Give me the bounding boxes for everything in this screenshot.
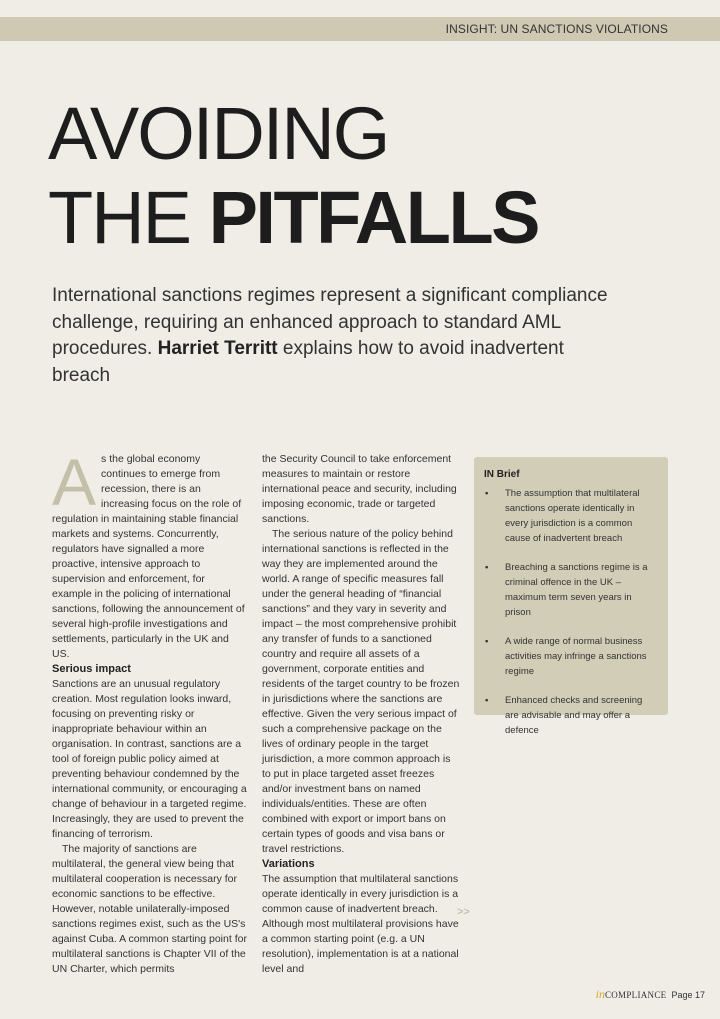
paragraph: the Security Council to take enforcement measures to maintain or restore international peace and security, including imposing economic, trade or targeted sanctions. — [262, 453, 457, 525]
headline-line-2 — [48, 176, 538, 260]
subhead-variations: Variations — [262, 858, 315, 870]
list-item-text: Breaching a sanctions regime is a criminal offence in the UK – maximum term seven years in prison — [505, 562, 648, 618]
bullet-icon: • — [485, 488, 489, 499]
intro-paragraph — [52, 445, 247, 662]
drop-cap: A — [52, 445, 97, 519]
section-header-bar — [0, 17, 720, 41]
logo-compliance: COMPLIANCE — [604, 990, 667, 1000]
body-column-1 — [52, 445, 247, 977]
in-brief-list — [484, 486, 658, 738]
body-column-2 — [262, 452, 462, 977]
author-name: Harriet Territt — [157, 338, 278, 359]
bullet-icon: • — [485, 695, 489, 706]
magazine-logo — [595, 987, 667, 1001]
list-item-text: A wide range of normal business activities may infringe a sanctions regime — [505, 636, 647, 677]
bullet-icon: • — [485, 636, 489, 647]
list-item — [484, 634, 658, 679]
headline-the: THE — [48, 176, 209, 259]
logo-in: in — [595, 987, 605, 1001]
paragraph: The assumption that multilateral sanctions operate identically in every jurisdiction is a common cause of inadvertent breach. Although most multilateral provisions have a common starting point (e.g. a UN resolution), implementation is at a national level and — [262, 873, 459, 975]
intro-text: s the global economy continues to emerge from recession, there is an increasing focus on the role of regulation in maintaining stable financial markets and systems. Concurrently, regulators have signalled a more proactive, intensive approach to supervision and enforcement, for example in the policing of international sanctions, following the announcement of several high-profile investigations and settlements, particularly in the UK and US. — [52, 453, 245, 660]
in-brief-box — [474, 457, 668, 736]
headline-line-1: AVOIDING — [48, 92, 389, 175]
list-item — [484, 486, 658, 546]
page-footer — [596, 987, 705, 1002]
headline — [48, 92, 538, 260]
paragraph: The serious nature of the policy behind international sanctions is reflected in the way they are implemented around the world. A range of specific measures fall under the general heading of “financial sanctions” and they vary in severity and impact – the most comprehensive prohibit any transfer of funds to a sanctioned country and require all assets of a government, corporate entities and residents of the target country to be frozen in jurisdictions where the sanctions are effective. Given the very serious impact of such a comprehensive package on the lives of ordinary people in the target jurisdiction, a more common approach is to put in place targeted asset freezes and/or investment bans on named individuals/entities. These are often combined with export or import bans on certain types of goods and visa bans or travel restrictions. — [262, 528, 460, 855]
subhead-serious-impact: Serious impact — [52, 663, 131, 675]
standfirst-text-before: International sanctions regimes represent a significant compliance challenge, requiring an enhanced approach to standard AML procedures. — [52, 285, 608, 359]
list-item — [484, 693, 658, 738]
in-brief-title: IN Brief — [484, 469, 520, 480]
headline-pitfalls: PITFALLS — [208, 176, 539, 259]
standfirst-text-after: explains how to avoid inadvertent breach — [52, 338, 564, 386]
page-number: Page 17 — [671, 990, 705, 1000]
list-item-text: Enhanced checks and screening are advisable and may offer a defence — [505, 695, 643, 736]
paragraph: Sanctions are an unusual regulatory creation. Most regulation looks inward, focusing on preventing risky or inappropriate behaviour within an organisation. In contrast, sanctions are a tool of foreign public policy aimed at preventing behaviour condemned by the international community, or encouraging a change of behaviour in a targeted regime. Increasingly, they are used to prevent the financing of terrorism. — [52, 678, 247, 840]
standfirst — [52, 283, 612, 389]
paragraph: The majority of sanctions are multilateral, the general view being that multilateral cooperation is necessary for economic sanctions to be effective. However, notable unilaterally-imposed sanctions regimes exist, such as the US's against Cuba. A common starting point for multilateral sanctions is Chapter VII of the UN Charter, which permits — [52, 843, 247, 975]
section-label: INSIGHT: UN SANCTIONS VIOLATIONS — [445, 22, 668, 36]
list-item — [484, 560, 658, 620]
continue-arrow-icon: >> — [457, 906, 470, 918]
bullet-icon: • — [485, 562, 489, 573]
list-item-text: The assumption that multilateral sanctions operate identically in every jurisdiction is a common cause of inadvertent breach — [505, 488, 640, 544]
